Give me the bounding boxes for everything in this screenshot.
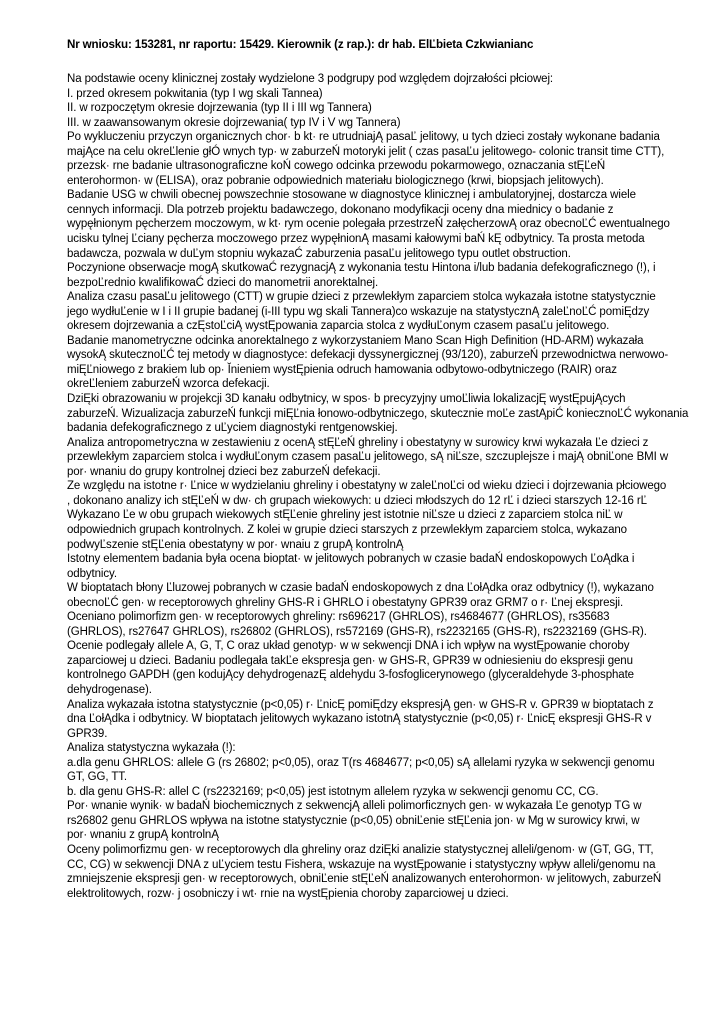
text-line: Badanie USG w chwili obecnej powszechnie stosowane w diagnostyce klinicznej i ambulatoryjnej, dostarcza wiele xyxy=(67,189,636,202)
text-line: odbytnicy. xyxy=(67,567,117,580)
text-line: Analiza wykazała istotna statystycznie (p<0,05) r· ĽnicĘ pomiĘdzy ekspresjĄ gen· w GHS-R v. GPR39 w bioptatach z xyxy=(67,698,654,711)
text-line: ucisku tylnej Ľciany pęcherza moczowego przez wypęłnionĄ masami kałowymi baŃ kĘ odbytnicy. Ta prosta metoda xyxy=(67,233,645,246)
text-line: przezsk· rne badanie ultrasonograficzne koŃ cowego odcinka przewodu pokarmowego, oznaczania stĘĽeŃ xyxy=(67,160,606,173)
text-line: odpowiednich grupach kontrolnych. Z kolei w grupie dzieci starszych z przewlekłym zaparciem stolca, wykazano xyxy=(67,523,627,536)
text-line: enterohormon· w (ELISA), oraz pobranie odpowiednich materiału biologicznego (krwi, biopsjach jelitowych). xyxy=(67,174,604,187)
text-line: badawcza, pozwala w duĽym stopniu wykazaĆ zaburzenia pasaĽu jelitowego typu outlet obstruction. xyxy=(67,247,571,260)
text-line: rs26802 genu GHRLOS wpływa na istotne statystycznie (p<0,05) obniĽenie stĘĽenia jon· w Mg w surowicy krwi, w xyxy=(67,814,640,827)
text-line: miĘĽniowego z brakiem lub op· Ĭnieniem wystĘpienia odruch hamowania odbytowo-odbytniczego (RAIR) oraz xyxy=(67,363,617,376)
text-line: obecnoĽĆ gen· w receptorowych ghreliny GHS-R i GHRLO i obestatyny GPR39 oraz GRM7 o r· Ľnej ekspresji. xyxy=(67,596,624,609)
text-line: , dokonano analizy ich stĘĽeŃ w dw· ch grupach wiekowych: u dzieci młodszych do 12 rĽ i dzieci starszych 12-16 rĽ xyxy=(67,494,647,507)
text-line: III. w zaawansowanym okresie dojrzewania( typ IV i V wg Tannera) xyxy=(67,116,401,129)
text-line: a.dla genu GHRLOS: allele G (rs 26802; p<0,05), oraz T(rs 4684677; p<0,05) sĄ allelami ryzyka w sekwencji genomu xyxy=(67,756,655,769)
report-body xyxy=(67,72,697,901)
text-line: Badanie manometryczne odcinka anorektalnego z wykorzystaniem Mano Scan High Definition (HD-ARM) wykazała xyxy=(67,334,644,347)
text-line: Por· wnanie wynik· w badaŃ biochemicznych z sekwencjĄ alleli polimorficznych gen· w wykazała Ľe genotyp TG w xyxy=(67,800,642,813)
text-line: zmniejszenie ekspresji gen· w receptorowych, obniĽenie stĘĽeŃ analizowanych enterohormon· w jelitowych, zaburzeŃ xyxy=(67,873,662,886)
text-line: GPR39. xyxy=(67,727,108,740)
text-line: Wykazano Ľe w obu grupach wiekowych stĘĽenie ghreliny jest istotnie niĽsze u dzieci z zaparciem stolca niĽ w xyxy=(67,509,623,522)
text-line: GT, GG, TT. xyxy=(67,771,128,784)
text-line: II. w rozpoczętym okresie dojrzewania (typ II i III wg Tannera) xyxy=(67,102,372,115)
text-line: wysokĄ skutecznoĽĆ tej metody w diagnostyce: defekacji dyssynergicznej (93/120), zaburzeŃ przewodnictwa nerwowo- xyxy=(67,349,669,362)
text-line: Poczynione obserwacje mogĄ skutkowaĆ rezygnacjĄ z wykonania testu Hintona i/lub badania defekograficznego (!), i xyxy=(67,262,656,275)
text-line: Na podstawie oceny klinicznej zostały wydzielone 3 podgrupy pod względem dojrzałości płciowej: xyxy=(67,73,553,85)
text-line: Ze względu na istotne r· Ľnice w wydzielaniu ghreliny i obestatyny w zaleĽnoĽci od wieku dzieci i dojrzewania płciowego xyxy=(67,480,667,493)
text-line: por· wnaniu z grupĄ kontrolnĄ xyxy=(67,829,219,842)
text-line: Oceniano polimorfizm gen· w receptorowych ghreliny: rs696217 (GHRLOS), rs4684677 (GHRLOS), rs35683 xyxy=(67,611,610,624)
text-line: dna ĽołĄdka i odbytnicy. W bioptatach jelitowych wykazano istotnĄ statystycznie (p<0,05) r· ĽnicĘ ekspresji GHS-R v xyxy=(67,713,652,726)
text-line: Po wykluczeniu przyczyn organicznych chor· b kt· re utrudniajĄ pasaĽ jelitowy, u tych dzieci zostały wykonane badania xyxy=(67,131,660,144)
text-line: Analiza statystyczna wykazała (!): xyxy=(67,742,236,755)
text-line: Ocenie podlegały allele A, G, T, C oraz układ genotyp· w w sekwencji DNA i ich wpływ na wystĘpowanie choroby xyxy=(67,640,630,653)
text-line: badania defekograficznego z uĽyciem diagnostyki rentgenowskiej. xyxy=(67,422,398,435)
text-line: zaparciowej u dzieci. Badaniu podlegała takĽe ekspresja gen· w GHS-R, GPR39 w odniesieniu do ekspresji genu xyxy=(67,654,633,667)
text-line: kontrolnego GAPDH (gen kodujĄcy dehydrogenazĘ aldehydu 3-fosfoglicerynowego (glyceraldehyde 3-phosphate xyxy=(67,669,634,682)
text-line: jego wydłuĽenie w I i II grupie badanej (i-III typu wg skali Tannera)co wskazuje na statystycznĄ zaleĽnoĽĆ pomiĘdzy xyxy=(67,305,650,318)
text-line: okreĽleniem zaburzeŃ wzorca defekacji. xyxy=(67,378,270,391)
text-line: przewlekłym zaparciem stolca i wydłuĽonym czasem pasaĽu jelitowego, sĄ niĽsze, szczuplejsze i majĄ obniĽone BMI w xyxy=(67,451,669,464)
report-header: Nr wniosku: 153281, nr raportu: 15429. Kierownik (z rap.): dr hab. ElĽbieta Czkwianianc xyxy=(67,38,534,51)
text-line: W bioptatach błony Ľluzowej pobranych w czasie badaŃ endoskopowych z dna ĽołĄdka oraz odbytnicy (!), wykazano xyxy=(67,582,654,595)
text-line: (GHRLOS), rs27647 GHRLOS), rs26802 (GHRLOS), rs572169 (GHS-R), rs2232165 (GHS-R), rs2232169 (GHS-R). xyxy=(67,625,647,638)
text-line: okresem dojrzewania a czĘstoĽciĄ wystĘpowania zaparcia stolca z wydłuĽonym czasem pasaĽu jelitowego. xyxy=(67,320,610,333)
text-line: zaburzeŃ. Wizualizacja zaburzeŃ funkcji miĘĽnia łonowo-odbytniczego, skutecznie moĽe zastĄpiĆ koniecznoĽĆ wykonania xyxy=(67,407,689,420)
text-line: Istotny elementem badania była ocena bioptat· w jelitowych pobranych w czasie badaŃ endoskopowych ĽoĄdka i xyxy=(67,553,635,566)
text-line: Analiza antropometryczna w zestawieniu z ocenĄ stĘĽeŃ ghreliny i obestatyny w surowicy krwi wykazała Ľe dzieci z xyxy=(67,436,649,449)
text-line: I. przed okresem pokwitania (typ I wg skali Tannea) xyxy=(67,87,323,100)
text-line: CC, CG) w sekwencji DNA z uĽyciem testu Fishera, wskazuje na wystĘpowanie i statystyczny wpływ alleli/genomu na xyxy=(67,858,656,871)
text-line: DziĘki obrazowaniu w projekcji 3D kanału odbytnicy, w spos· b precyzyjny umoĽliwia lokalizacjĘ wystĘpujĄcych xyxy=(67,393,626,406)
text-line: Analiza czasu pasaĽu jelitowego (CTT) w grupie dzieci z przewlekłym zaparciem stolca wykazała istotne statystycznie xyxy=(67,291,656,304)
text-line: podwyĽszenie stĘĽenia obestatyny w por· wnaiu z grupĄ kontrolnĄ xyxy=(67,538,404,551)
text-line: wypęłnionym pęcherzem moczowym, w kt· rym ocenie polegała przestrzeŃ załęcherzowĄ oraz obecnoĽĆ ewentualnego xyxy=(67,218,670,231)
text-line: elektrolitowych, rozw· j osobniczy i wt· rnie na wystĘpienia choroby zaparciowej u dzieci. xyxy=(67,887,509,900)
text-line: dehydrogenase). xyxy=(67,683,152,696)
text-line: Oceny polimorfizmu gen· w receptorowych dla ghreliny oraz dziĘki analizie statystycznej alleli/genom· w (GT, GG, TT, xyxy=(67,843,654,856)
text-line: cennych informacji. Dla potrzeb projektu badawczego, dokonano modyfikacji oceny dna miednicy o badanie z xyxy=(67,203,614,216)
text-line: majĄce na celu okreĽlenie głÓ wnych typ· w zaburzeŃ motoryki jelit ( czas pasaĽu jelitowego- colonic transit time CTT), xyxy=(67,145,665,158)
text-line: b. dla genu GHS-R: allel C (rs2232169; p<0,05) jest istotnym allelem ryzyka w sekwencji genomu CC, CG. xyxy=(67,785,599,798)
text-line: por· wnaniu do grupy kontrolnej dzieci bez zaburzeŃ defekacji. xyxy=(67,465,381,478)
text-line: bezpoĽrednio kwalifikowaĆ dzieci do manometrii anorektalnej. xyxy=(67,276,379,289)
